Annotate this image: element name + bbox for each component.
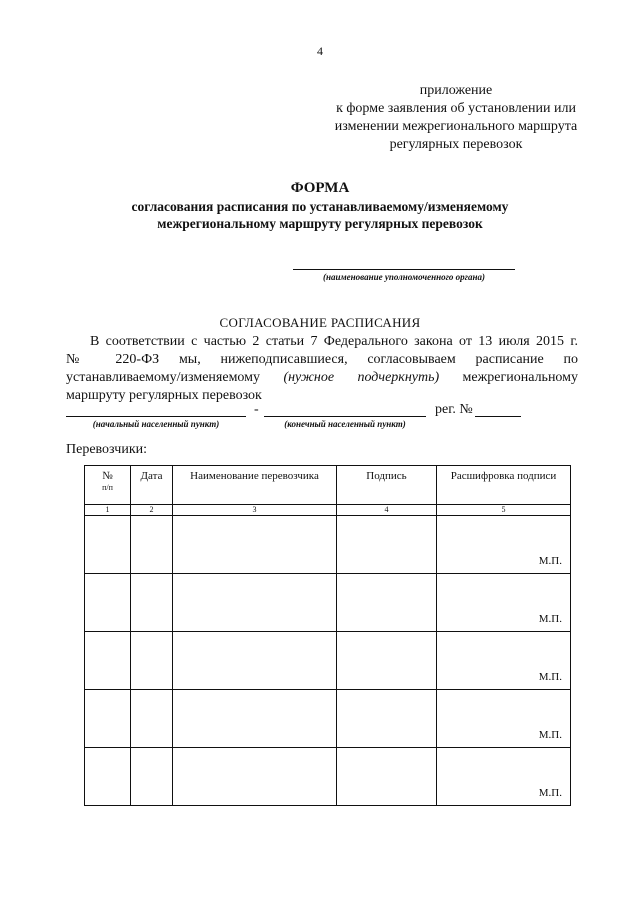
header-signature: Подпись [337, 466, 437, 505]
start-point-blank[interactable] [66, 402, 246, 417]
form-title: ФОРМА [290, 180, 350, 196]
reg-number-label: рег. № [435, 402, 473, 417]
cell-decoding[interactable] [437, 574, 571, 632]
column-numbers-row [85, 505, 571, 516]
agreement-paragraph [66, 333, 578, 405]
cell-signature[interactable] [337, 632, 437, 690]
table-row [85, 574, 571, 632]
column-number: 5 [437, 505, 571, 516]
form-subtitle-line: согласования расписания по устанавливаемому/изменяемому [131, 199, 509, 214]
paragraph-text: межрегиональному [462, 370, 579, 385]
header-signature-decoding: Расшифровка подписи [437, 466, 571, 505]
route-row [66, 402, 586, 420]
table-header-row [85, 466, 571, 505]
table-row [85, 690, 571, 748]
stamp-label: М.П. [538, 613, 562, 625]
appendix-line: изменении межрегионального маршрута [334, 119, 578, 134]
cell-date[interactable] [131, 574, 173, 632]
cell-num[interactable] [85, 516, 131, 574]
table-row [85, 748, 571, 806]
authority-blank-line[interactable] [293, 269, 515, 270]
cell-carrier-name[interactable] [173, 516, 337, 574]
appendix-line: к форме заявления об установлении или [336, 101, 576, 116]
cell-date[interactable] [131, 748, 173, 806]
column-number: 1 [85, 505, 131, 516]
appendix-line: регулярных перевозок [389, 137, 523, 152]
cell-decoding[interactable] [437, 748, 571, 806]
stamp-label: М.П. [538, 729, 562, 741]
paragraph-line: № 220-ФЗ мы, нижеподписавшиеся, согласовываем расписание по [66, 352, 578, 367]
end-point-blank[interactable] [264, 402, 426, 417]
route-dash: - [254, 402, 259, 417]
header-num-sign: № [102, 470, 113, 482]
cell-carrier-name[interactable] [173, 690, 337, 748]
cell-num[interactable] [85, 632, 131, 690]
header-num-abbr: п/п [102, 483, 113, 492]
table-row [85, 632, 571, 690]
cell-date[interactable] [131, 690, 173, 748]
paragraph-italic-note: (нужное подчеркнуть) [283, 370, 440, 385]
cell-carrier-name[interactable] [173, 632, 337, 690]
cell-num[interactable] [85, 748, 131, 806]
cell-date[interactable] [131, 516, 173, 574]
cell-decoding[interactable] [437, 690, 571, 748]
cell-num[interactable] [85, 574, 131, 632]
header-num [85, 466, 131, 505]
stamp-label: М.П. [538, 555, 562, 567]
cell-signature[interactable] [337, 574, 437, 632]
stamp-label: М.П. [538, 671, 562, 683]
cell-decoding[interactable] [437, 516, 571, 574]
section-title: СОГЛАСОВАНИЕ РАСПИСАНИЯ [219, 315, 421, 330]
column-number: 2 [131, 505, 173, 516]
paragraph-line: В соответствии с частью 2 статьи 7 Федерального закона от 13 июля 2015 г. [90, 334, 578, 349]
stamp-label: М.П. [538, 787, 562, 799]
cell-carrier-name[interactable] [173, 574, 337, 632]
page-number: 4 [317, 44, 323, 58]
paragraph-line [66, 369, 578, 387]
form-subtitle [90, 198, 550, 232]
header-carrier-name: Наименование перевозчика [173, 466, 337, 505]
cell-date[interactable] [131, 632, 173, 690]
carriers-label: Перевозчики: [66, 442, 148, 457]
end-point-caption: (конечный населенный пункт) [284, 419, 406, 429]
cell-signature[interactable] [337, 516, 437, 574]
column-number: 3 [173, 505, 337, 516]
carriers-table [84, 465, 571, 806]
form-subtitle-line: межрегиональному маршруту регулярных перевозок [157, 216, 483, 231]
appendix-note [318, 82, 594, 154]
table-row [85, 516, 571, 574]
header-date: Дата [131, 466, 173, 505]
cell-signature[interactable] [337, 748, 437, 806]
paragraph-line: маршруту регулярных перевозок [66, 388, 262, 403]
cell-decoding[interactable] [437, 632, 571, 690]
cell-signature[interactable] [337, 690, 437, 748]
column-number: 4 [337, 505, 437, 516]
cell-carrier-name[interactable] [173, 748, 337, 806]
paragraph-text: устанавливаемому/изменяемому [66, 370, 261, 385]
cell-num[interactable] [85, 690, 131, 748]
reg-number-blank[interactable] [475, 402, 521, 417]
authority-caption: (наименование уполномоченного органа) [323, 272, 485, 282]
appendix-line: приложение [419, 83, 493, 98]
start-point-caption: (начальный населенный пункт) [92, 419, 220, 429]
